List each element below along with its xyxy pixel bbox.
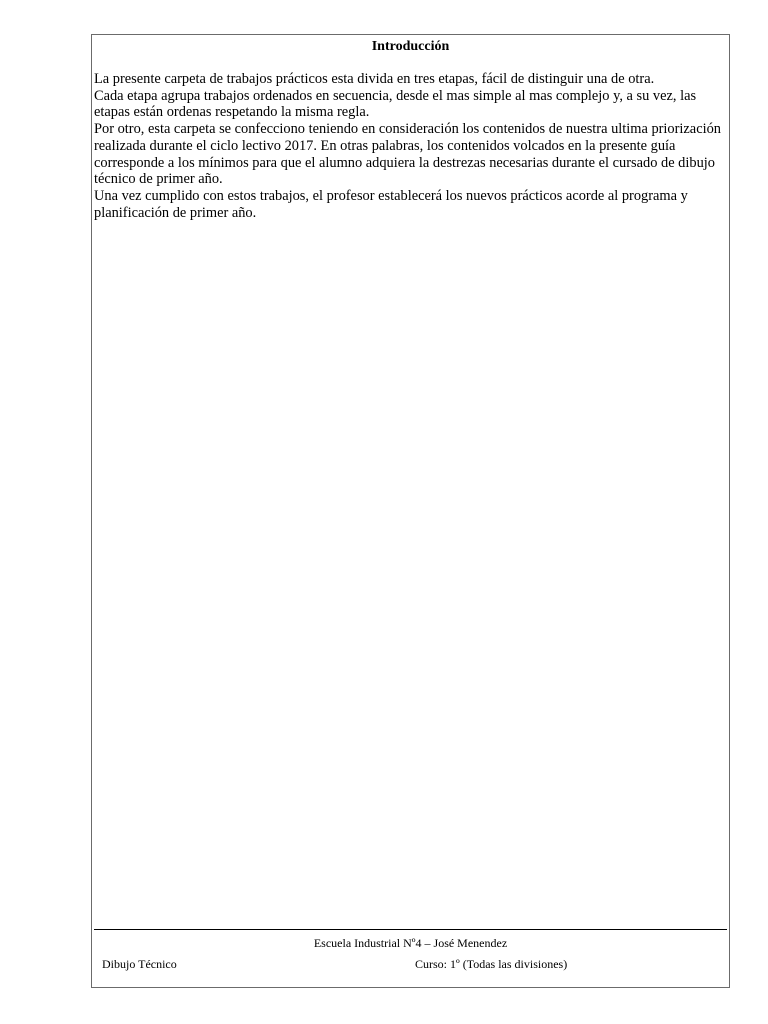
paragraph: La presente carpeta de trabajos prácticos esta divida en tres etapas, fácil de distinguir una de otra.	[94, 71, 655, 87]
paragraph: Una vez cumplido con estos trabajos, el profesor establecerá los nuevos prácticos acorde al programa y planificación de primer año.	[94, 187, 688, 221]
footer-subject: Dibujo Técnico	[102, 957, 177, 971]
footer-divider	[94, 929, 727, 930]
page-frame	[91, 34, 730, 988]
paragraph: Por otro, esta carpeta se confecciono teniendo en consideración los contenidos de nuestra ultima priorización realizada durante el ciclo lectivo 2017. En otras palabras, los contenidos volcados en la presente guía corresponde a los mínimos para que el alumno adquiera la destrezas necesarias durante el cursado de dibujo técnico de primer año.	[94, 121, 721, 188]
document-body	[94, 71, 726, 221]
paragraph: Cada etapa agrupa trabajos ordenados en secuencia, desde el mas simple al mas complejo y, a su vez, las etapas están ordenas respetando la misma regla.	[94, 87, 697, 121]
footer-school-name: Escuela Industrial Nº4 – José Menendez	[313, 936, 508, 950]
footer-course: Curso: 1º (Todas las divisiones)	[415, 957, 568, 971]
document-title: Introducción	[371, 39, 450, 54]
